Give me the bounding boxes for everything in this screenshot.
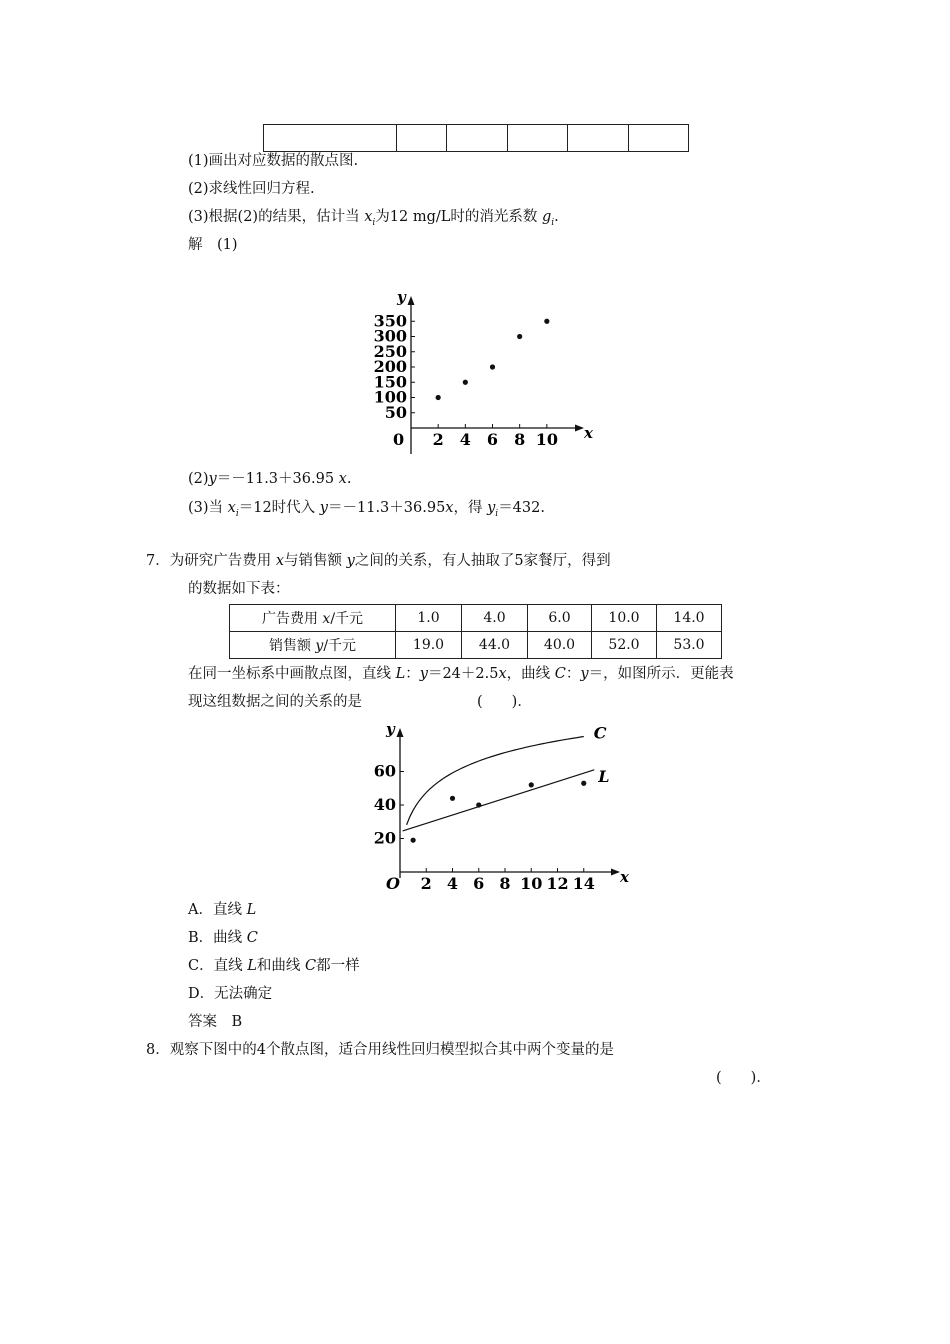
x-tick-label: 10	[520, 874, 543, 893]
y-axis-arrow	[397, 728, 404, 737]
q7-option-a: A．直线 L	[188, 902, 257, 918]
q6-part3: (3)根据(2)的结果，估计当 $x_i$为12 mg/L时的消光系数 $g_i$.	[188, 209, 559, 228]
y-tick-label: 200	[373, 357, 407, 376]
table-row	[230, 605, 722, 632]
data-point	[581, 781, 586, 786]
q7-description-2: 现这组数据之间的关系的是	[188, 694, 362, 710]
table-cell: 10.0	[592, 605, 657, 632]
table-row	[230, 632, 722, 659]
y-tick-label: 150	[373, 372, 407, 392]
q7-description: 在同一坐标系中画散点图，直线 L：y＝24＋2.5x，曲线 C：y＝，如图所示．更能表	[188, 666, 734, 682]
data-point	[476, 802, 481, 807]
q8-answer-paren: ( )．	[716, 1070, 771, 1086]
table-cell: 44.0	[462, 632, 528, 659]
y-tick-label: 50	[384, 402, 407, 422]
x-axis-arrow	[575, 425, 584, 432]
x-tick-label: 8	[514, 430, 526, 449]
data-point	[517, 334, 522, 339]
curve-c	[407, 737, 584, 825]
table-cell: 53.0	[657, 632, 722, 659]
origin-label: O	[386, 874, 400, 893]
y-axis-label: y	[397, 288, 406, 306]
top-table-cell	[397, 125, 447, 152]
top-table-cell	[508, 125, 568, 152]
data-point	[490, 364, 495, 369]
line-l-label: L	[598, 766, 610, 786]
top-table-cell	[447, 125, 508, 152]
y-tick-label: 100	[373, 387, 407, 407]
x-tick-label: 2	[432, 430, 444, 449]
data-point	[450, 796, 455, 801]
line-l	[403, 770, 595, 831]
q7-answer-paren: ( )．	[477, 694, 532, 710]
q7-stem-2: 的数据如下表：	[188, 581, 290, 597]
data-point	[463, 380, 468, 385]
q6-part2: (2)求线性回归方程.	[188, 181, 315, 197]
table-cell: 52.0	[592, 632, 657, 659]
scatter-chart-2	[370, 718, 630, 896]
x-tick-label: 6	[486, 430, 499, 449]
top-table-cell	[568, 125, 629, 152]
x-tick-label: 6	[473, 874, 485, 893]
data-point	[544, 319, 549, 324]
origin-label: 0	[393, 430, 405, 449]
curve-c-label: C	[593, 723, 607, 743]
y-tick-label: 60	[373, 761, 396, 781]
top-table-cell	[264, 125, 397, 152]
y-tick-label: 20	[373, 828, 396, 848]
top-table-cell	[629, 125, 689, 152]
y-axis-label: y	[386, 720, 395, 738]
table-cell: 14.0	[657, 605, 722, 632]
q7-option-d: D．无法确定	[188, 986, 273, 1002]
x-tick-label: 4	[459, 430, 471, 449]
table-row-label: 销售额 y/千元	[230, 632, 396, 659]
x-axis-arrow	[611, 869, 620, 876]
q7-stem: 7．为研究广告费用 x与销售额 y之间的关系，有人抽取了5家餐厅，得到	[146, 553, 611, 569]
y-tick-label: 40	[373, 795, 396, 814]
y-tick-label: 250	[373, 341, 407, 361]
x-tick-label: 12	[546, 874, 569, 893]
table-cell: 6.0	[528, 605, 592, 632]
y-axis-arrow	[408, 296, 415, 305]
table-cell: 1.0	[396, 605, 462, 632]
q6-solution-label: 解 (1)	[188, 237, 238, 253]
x-axis-label: x	[620, 868, 629, 886]
x-tick-label: 4	[446, 874, 459, 893]
table-cell: 19.0	[396, 632, 462, 659]
data-point	[436, 395, 441, 400]
q6-part1: (1)画出对应数据的散点图.	[188, 153, 359, 169]
data-point	[529, 782, 534, 787]
q7-answer: 答案 B	[188, 1014, 243, 1030]
q7-option-b: B．曲线 C	[188, 930, 258, 946]
x-tick-label: 14	[572, 874, 595, 893]
x-tick-label: 2	[420, 874, 432, 893]
table-cell: 4.0	[462, 605, 528, 632]
top-table	[263, 124, 689, 152]
q6-answer3: (3)当 $x_i=12$时代入 y＝－11.3＋36.95x，得 $y_i=432$.	[188, 500, 545, 519]
q6-answer2: (2)y＝－11.3＋36.95 x.	[188, 471, 352, 487]
x-tick-label: 8	[499, 874, 511, 893]
table-cell: 40.0	[528, 632, 592, 659]
x-axis-label: x	[584, 424, 593, 442]
q7-data-table	[229, 604, 722, 659]
table-row-label: 广告费用 x/千元	[230, 605, 396, 632]
data-point	[411, 838, 416, 843]
y-tick-label: 300	[373, 326, 407, 346]
q8-stem: 8．观察下图中的4个散点图，适合用线性回归模型拟合其中两个变量的是	[146, 1042, 614, 1058]
scatter-chart-1	[370, 282, 630, 464]
q7-option-c: C．直线 L和曲线 C都一样	[188, 958, 360, 974]
x-tick-label: 10	[535, 430, 558, 449]
y-tick-label: 350	[373, 311, 407, 331]
